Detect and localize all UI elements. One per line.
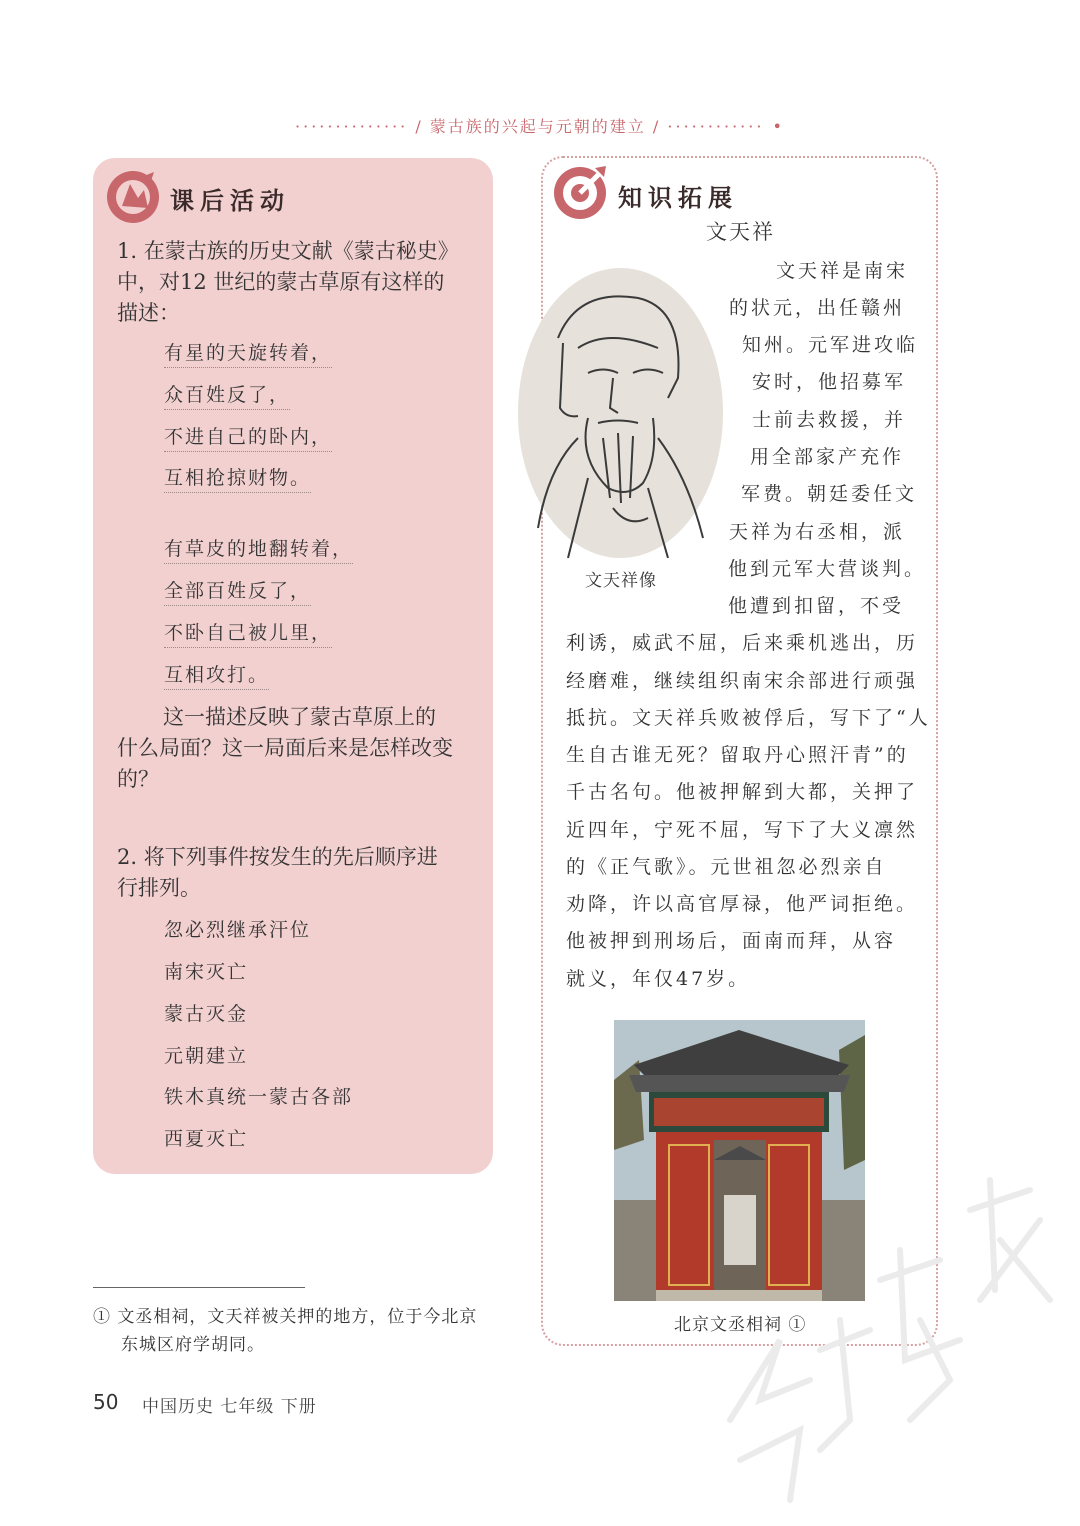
article-line: 军费。朝廷委任文 [741,483,918,505]
article-line: 安时，他招募军 [752,371,907,393]
article-line: 他遭到扣留，不受 [728,595,905,617]
followup-line: 什么局面？这一局面后来是怎样改变 [117,736,453,760]
event-item: 忽必烈继承汗位 [164,919,312,941]
verse-line: 互相抢掠财物。 [164,466,311,493]
verse-line: 互相攻打。 [164,663,269,690]
wen-tianxiang-portrait [518,268,723,558]
page-number: 50 [93,1390,119,1414]
article-line: 用全部家产充作 [750,446,905,468]
footnote-rule [93,1287,305,1288]
running-header [0,114,1080,137]
article-line: 士前去救援，并 [752,409,907,431]
followup-line: 这一描述反映了蒙古草原上的 [163,705,436,729]
activity-section-title: 课后活动 [170,187,290,215]
photo-caption: 北京文丞相祠 ① [674,1315,807,1335]
knowledge-section-icon [551,164,609,222]
article-line: 文天祥是南宋 [776,260,909,282]
verse-line: 不卧自己被儿里， [164,621,332,648]
article-line: 的状元，出任赣州 [729,297,906,319]
header-dots-left: ·············· [295,117,409,136]
article-line: 天祥为右丞相，派 [729,521,906,543]
verse-line: 有星的天旋转着， [164,341,332,368]
article-line: 劝降，许以高官厚禄，他严词拒绝。 [566,893,919,915]
question-1-line: 1. 在蒙古族的历史文献《蒙古秘史》 [117,239,459,263]
article-line: 利诱，威武不屈，后来乘机逃出，历 [566,632,919,654]
question-1-line: 描述： [117,301,180,325]
article-line: 就义，年仅47岁。 [566,968,751,990]
article-line: 他到元军大营谈判。 [728,558,927,580]
watermark-logo [700,1120,1070,1520]
article-line: 生自古谁无死？留取丹心照汗青”的 [566,744,909,766]
question-1-followup [117,702,477,795]
article-line: 抵抗。文天祥兵败被俘后，写下了“人 [566,707,931,729]
header-title: / 蒙古族的兴起与元朝的建立 / [415,117,661,136]
verse-line: 不进自己的卧内， [164,425,332,452]
article-line: 千古名句。他被押解到大都，关押了 [566,781,919,803]
article-line: 的《正气歌》。元世祖忽必烈亲自 [566,856,887,878]
question-2 [117,842,477,904]
event-item: 西夏灭亡 [164,1128,249,1150]
verse-line: 有草皮的地翻转着， [164,537,353,564]
article-line: 近四年，宁死不屈，写下了大义凛然 [566,819,919,841]
question-2-line: 行排列。 [117,876,201,900]
article-line: 知州。元军进攻临 [742,334,919,356]
portrait-caption: 文天祥像 [585,571,657,591]
article-subtitle: 文天祥 [706,220,775,244]
verse-line: 全部百姓反了， [164,579,311,606]
event-item: 元朝建立 [164,1045,249,1067]
question-2-line: 2. 将下列事件按发生的先后顺序进 [117,845,438,869]
footnote-line: 东城区府学胡同。 [121,1335,265,1355]
article-line: 他被押到刑场后，面南而拜，从容 [566,930,897,952]
footnote-line: ① 文丞相祠，文天祥被关押的地方，位于今北京 [93,1307,478,1327]
question-1-line: 中，对12 世纪的蒙古草原有这样的 [117,270,445,294]
verse-line: 众百姓反了， [164,383,290,410]
question-1 [117,236,477,329]
followup-line: 的？ [117,767,159,791]
knowledge-section-title: 知识拓展 [618,184,738,212]
activity-section-icon [104,168,162,226]
event-item: 南宋灭亡 [164,961,249,983]
article-line: 经磨难，继续组织南宋余部进行顽强 [566,670,919,692]
header-dots-right: ············ • [667,117,785,136]
event-item: 蒙古灭金 [164,1003,249,1025]
book-title: 中国历史 七年级 下册 [142,1397,317,1417]
event-item: 铁木真统一蒙古各部 [164,1086,354,1108]
portrait-drawing [518,268,723,558]
